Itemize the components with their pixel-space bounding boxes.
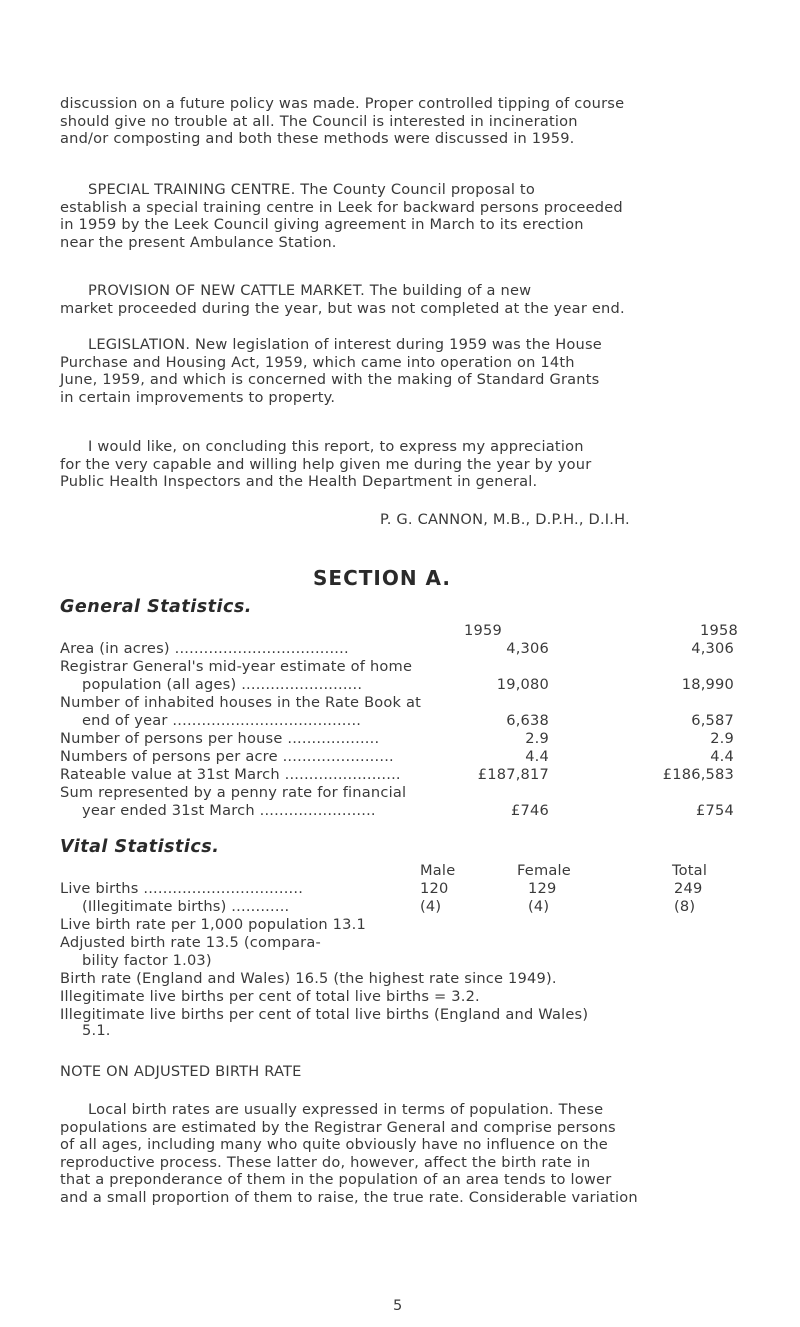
text-line: and/or composting and both these methods were discussed in 1959. xyxy=(60,130,575,148)
paragraph-special-training-centre xyxy=(60,181,740,251)
row-label: Sum represented by a penny rate for financial xyxy=(60,784,407,801)
row-label: Live births ................................. xyxy=(60,880,304,897)
vital-line: Live birth rate per 1,000 population 13.1 xyxy=(60,916,366,933)
text-line: and a small proportion of them to raise, the true rate. Considerable variation xyxy=(60,1188,638,1206)
illegitimate-births-row xyxy=(60,898,760,916)
female-value: 129 xyxy=(528,880,557,897)
female-value: (4) xyxy=(528,898,550,915)
general-statistics-heading: General Statistics. xyxy=(60,597,252,617)
text-line: should give no trouble at all. The Council is interested in incineration xyxy=(60,112,578,130)
row-label: (Illegitimate births) ............ xyxy=(82,898,290,915)
text-line: market proceeded during the year, but was not completed at the year end. xyxy=(60,299,625,317)
column-header-total: Total xyxy=(672,862,708,879)
text-line: populations are estimated by the Registrar General and comprise persons xyxy=(60,1118,616,1136)
row-label: Rateable value at 31st March ........................ xyxy=(60,766,401,783)
text-line: in 1959 by the Leek Council giving agreement in March to its erection xyxy=(60,216,584,234)
paragraph-cattle-market xyxy=(60,282,740,317)
value-1959: 4.4 xyxy=(525,748,549,765)
text-line: for the very capable and willing help given me during the year by your xyxy=(60,455,592,473)
text-line: Public Health Inspectors and the Health Department in general. xyxy=(60,473,538,491)
total-value: (8) xyxy=(674,898,696,915)
text-line: I would like, on concluding this report, to express my appreciation xyxy=(88,438,584,455)
vital-line: bility factor 1.03) xyxy=(82,952,212,969)
row-label: Number of persons per house ................... xyxy=(60,730,380,747)
vital-statistics-heading: Vital Statistics. xyxy=(60,837,220,857)
text-line: SPECIAL TRAINING CENTRE. The County Council proposal to xyxy=(88,181,535,198)
value-1958: 2.9 xyxy=(710,730,734,747)
male-value: (4) xyxy=(420,898,442,915)
column-header-1958: 1958 xyxy=(700,622,738,639)
value-1959: 19,080 xyxy=(496,676,549,693)
value-1958: £754 xyxy=(696,802,734,819)
value-1959: £187,817 xyxy=(477,766,549,783)
value-1958: £186,583 xyxy=(662,766,734,783)
vital-line: Birth rate (England and Wales) 16.5 (the highest rate since 1949). xyxy=(60,970,557,987)
paragraph-legislation xyxy=(60,336,740,406)
column-header-female: Female xyxy=(517,862,571,879)
note-heading: NOTE ON ADJUSTED BIRTH RATE xyxy=(60,1063,302,1080)
paragraph-tipping xyxy=(60,95,740,148)
table-row xyxy=(60,712,760,730)
page-number: 5 xyxy=(393,1297,403,1314)
value-1958: 6,587 xyxy=(691,712,734,729)
text-line: PROVISION OF NEW CATTLE MARKET. The building of a new xyxy=(88,282,532,299)
value-1958: 4.4 xyxy=(710,748,734,765)
vital-line: Illegitimate live births per cent of total live births = 3.2. xyxy=(60,988,480,1005)
text-line: Local birth rates are usually expressed in terms of population. These xyxy=(88,1101,604,1118)
live-births-row xyxy=(60,880,760,898)
text-line: LEGISLATION. New legislation of interest during 1959 was the House xyxy=(88,336,602,353)
value-1959: 6,638 xyxy=(506,712,549,729)
row-label: Area (in acres) .................................... xyxy=(60,640,349,657)
value-1959: 4,306 xyxy=(506,640,549,657)
table-row xyxy=(60,784,760,802)
paragraph-appreciation xyxy=(60,438,740,491)
total-value: 249 xyxy=(674,880,703,897)
table-row xyxy=(60,640,760,658)
vital-line: Illegitimate live births per cent of total live births (England and Wales) xyxy=(60,1006,589,1023)
text-line: in certain improvements to property. xyxy=(60,388,336,406)
row-label: end of year ....................................... xyxy=(82,712,362,729)
text-line: reproductive process. These latter do, however, affect the birth rate in xyxy=(60,1153,591,1171)
value-1959: 2.9 xyxy=(525,730,549,747)
table-row xyxy=(60,730,760,748)
text-line: of all ages, including many who quite obviously have no influence on the xyxy=(60,1136,608,1154)
vital-line: 5.1. xyxy=(82,1022,111,1039)
text-line: near the present Ambulance Station. xyxy=(60,233,337,251)
section-title: SECTION A. xyxy=(313,566,451,590)
table-row xyxy=(60,802,760,820)
column-header-male: Male xyxy=(420,862,456,879)
value-1958: 4,306 xyxy=(691,640,734,657)
table-row xyxy=(60,658,760,676)
row-label: population (all ages) ......................... xyxy=(82,676,363,693)
row-label: Numbers of persons per acre ....................... xyxy=(60,748,394,765)
row-label: Registrar General's mid-year estimate of home xyxy=(60,658,413,675)
row-label: Number of inhabited houses in the Rate Book at xyxy=(60,694,422,711)
text-line: that a preponderance of them in the population of an area tends to lower xyxy=(60,1171,612,1189)
table-row xyxy=(60,694,760,712)
text-line: Purchase and Housing Act, 1959, which came into operation on 14th xyxy=(60,353,575,371)
male-value: 120 xyxy=(420,880,449,897)
column-header-1959: 1959 xyxy=(464,622,502,639)
table-row xyxy=(60,676,760,694)
vital-line: Adjusted birth rate 13.5 (compara- xyxy=(60,934,321,951)
table-row xyxy=(60,748,760,766)
text-line: establish a special training centre in Leek for backward persons proceeded xyxy=(60,198,623,216)
value-1959: £746 xyxy=(511,802,549,819)
signature: P. G. CANNON, M.B., D.P.H., D.I.H. xyxy=(380,511,630,528)
row-label: year ended 31st March ........................ xyxy=(82,802,376,819)
text-line: June, 1959, and which is concerned with the making of Standard Grants xyxy=(60,371,600,389)
value-1958: 18,990 xyxy=(681,676,734,693)
note-paragraph xyxy=(60,1101,740,1207)
text-line: discussion on a future policy was made. Proper controlled tipping of course xyxy=(60,95,625,112)
table-row xyxy=(60,766,760,784)
